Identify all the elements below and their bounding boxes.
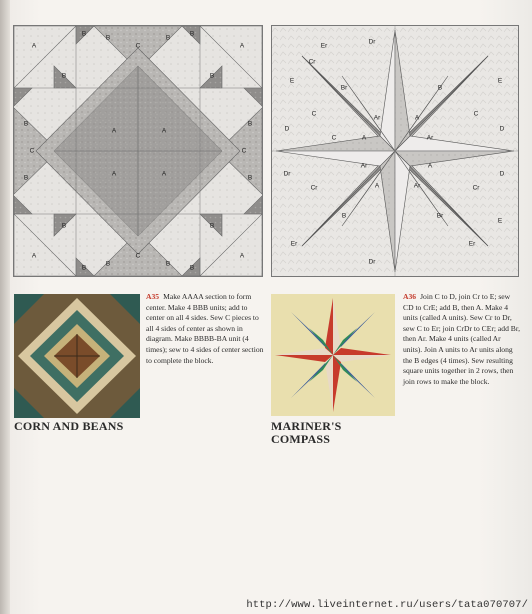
- piece-label: B: [209, 222, 215, 230]
- piece-label: B: [247, 120, 253, 128]
- piece-label: A: [161, 170, 167, 178]
- piece-label: B: [81, 264, 87, 272]
- piece-label: Er: [290, 240, 298, 248]
- piece-label: A: [111, 170, 117, 178]
- title-line-1: MARINER'S: [271, 419, 342, 433]
- piece-label: A: [374, 182, 380, 190]
- piece-label: Dr: [283, 170, 291, 178]
- piece-label: C: [29, 147, 35, 155]
- piece-label: A: [427, 162, 433, 170]
- corn-and-beans-photo: [14, 294, 140, 418]
- piece-label: B: [247, 174, 253, 182]
- piece-label: A: [111, 127, 117, 135]
- mariners-compass-svg: [272, 26, 518, 276]
- piece-label: Dr: [368, 38, 376, 46]
- piece-label: A: [31, 42, 37, 50]
- piece-label: C: [241, 147, 247, 155]
- piece-label: Cr: [308, 58, 316, 66]
- piece-label: C: [135, 252, 141, 260]
- piece-label: C: [331, 134, 337, 142]
- mariners-compass-diagram: [271, 25, 519, 277]
- piece-label: B: [61, 72, 67, 80]
- piece-label: D: [499, 170, 505, 178]
- piece-label: A: [31, 252, 37, 260]
- piece-label: Er: [320, 42, 328, 50]
- piece-label: A: [239, 42, 245, 50]
- piece-label: A: [414, 114, 420, 122]
- corn-and-beans-title: CORN AND BEANS: [14, 419, 124, 433]
- piece-label: Ar: [413, 182, 421, 190]
- piece-label: B: [437, 84, 443, 92]
- corn-and-beans-caption: [146, 292, 264, 366]
- watermark-url: http://www.liveinternet.ru/users/tata070707/: [246, 599, 528, 611]
- piece-label: D: [284, 125, 290, 133]
- instructions-text: Join C to D, join Cr to E; sew CD to CrE; add B, then A. Make 4 units (called A units). Sew Cr to Dr, sew C to Er; join CrDr to CEr; add Br, then Ar. Make 4 units (called Ar units). Join A units to Ar units along the B edges (4 times). Sew resulting square units together in 2 rows, then join rows to make the block.: [403, 292, 520, 386]
- piece-label: B: [341, 212, 347, 220]
- title-line-2: COMPASS: [271, 432, 331, 446]
- book-binding-shadow: [0, 0, 10, 614]
- piece-label: Dr: [368, 258, 376, 266]
- piece-label: B: [81, 30, 87, 38]
- piece-label: B: [23, 120, 29, 128]
- piece-label: B: [189, 264, 195, 272]
- piece-label: Br: [340, 84, 348, 92]
- piece-label: E: [497, 217, 503, 225]
- piece-label: B: [189, 30, 195, 38]
- corn-and-beans-svg: [14, 26, 262, 276]
- piece-label: B: [61, 222, 67, 230]
- instructions-text: Make AAAA section to form center. Make 4 BBB units; add to center on all 4 sides. Sew C pieces to all 4 sides of center as shown in diagram. Make BBBB-BA unit (4 times); sew to 4 sides of center section to complete the block.: [146, 292, 264, 365]
- piece-label: C: [473, 110, 479, 118]
- piece-label: C: [135, 42, 141, 50]
- piece-label: Cr: [472, 184, 480, 192]
- piece-label: A: [361, 134, 367, 142]
- piece-label: E: [289, 77, 295, 85]
- piece-label: A: [161, 127, 167, 135]
- piece-label: D: [499, 125, 505, 133]
- mariners-compass-photo: [271, 294, 395, 416]
- figure-ref: A35: [146, 292, 160, 301]
- piece-label: B: [105, 34, 111, 42]
- piece-label: Ar: [373, 114, 381, 122]
- piece-label: B: [209, 72, 215, 80]
- piece-label: B: [165, 260, 171, 268]
- piece-label: E: [497, 77, 503, 85]
- piece-label: Br: [436, 212, 444, 220]
- piece-label: Ar: [360, 162, 368, 170]
- piece-label: A: [239, 252, 245, 260]
- piece-label: Ar: [426, 134, 434, 142]
- piece-label: C: [311, 110, 317, 118]
- piece-label: B: [23, 174, 29, 182]
- piece-label: B: [105, 260, 111, 268]
- corn-and-beans-quilt-image: [14, 294, 140, 418]
- corn-and-beans-diagram: [13, 25, 263, 277]
- mariners-compass-caption: [403, 292, 521, 387]
- mariners-compass-quilt-image: [271, 294, 395, 416]
- piece-label: Cr: [310, 184, 318, 192]
- figure-ref: A36: [403, 292, 417, 301]
- mariners-compass-title: [271, 420, 341, 446]
- piece-label: Er: [468, 240, 476, 248]
- piece-label: B: [165, 34, 171, 42]
